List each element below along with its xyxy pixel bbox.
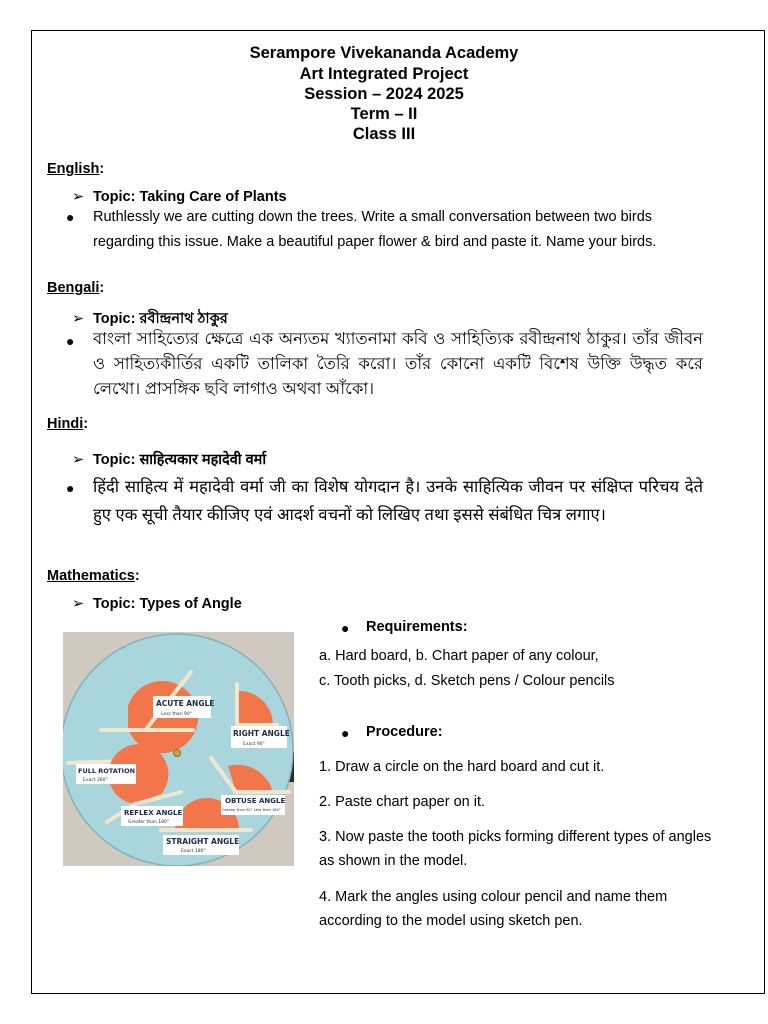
angle-model-illustration — [63, 632, 294, 866]
term: Term – II — [350, 105, 418, 123]
straight-sublabel: Exact 180° — [181, 849, 206, 854]
arrow-bullet-icon: ➢ — [72, 311, 85, 327]
english-topic — [72, 189, 287, 205]
angle-model-photo — [63, 632, 294, 866]
requirements-heading: Requirements: — [366, 619, 468, 635]
requirements-line-2: c. Tooth picks, d. Sketch pens / Colour pencils — [319, 673, 615, 689]
math-topic-label: Topic: Types of Angle — [93, 596, 242, 612]
english-text: Ruthlessly we are cutting down the trees. Write a small conversation between two birds regarding this issue. Make a beautiful paper flower & bird and paste it. Name your birds. — [93, 209, 657, 250]
school-name: Serampore Vivekananda Academy — [249, 44, 519, 62]
english-heading-row: English: — [47, 161, 105, 177]
full-rotation-sublabel: Exact 360° — [83, 778, 108, 783]
bengali-heading-row: Bengali: — [47, 280, 105, 296]
obtuse-sublabel: Greater than 90° Less than 180° — [222, 808, 281, 812]
hindi-text: हिंदी साहित्य में महादेवी वर्मा जी का विशेष योगदान है। उनके साहित्यिक जीवन पर संक्षिप्त परिचय देते हुए एक सूची तैयार कीजिए एवं आदर्श वचनों को लिखिए तथा इससे संबंधित चित्र लगाए। — [93, 478, 703, 524]
reflex-sublabel: Greater than 180° — [128, 820, 170, 825]
english-topic-label: Topic: Taking Care of Plants — [93, 189, 287, 205]
bengali-heading: Bengali — [47, 280, 100, 296]
procedure-heading: Procedure: — [366, 724, 443, 740]
requirements-line-1: a. Hard board, b. Chart paper of any colour, — [319, 648, 599, 664]
bullet-icon: ● — [341, 725, 350, 741]
math-heading: Mathematics — [47, 568, 135, 584]
hindi-heading-row: Hindi: — [47, 416, 89, 432]
project-title: Art Integrated Project — [299, 65, 469, 83]
math-topic — [72, 596, 242, 612]
hindi-heading: Hindi — [47, 416, 84, 432]
right-sublabel: Exact 90° — [243, 742, 265, 747]
arrow-bullet-icon: ➢ — [72, 189, 85, 205]
session: Session – 2024 2025 — [304, 85, 464, 103]
arrow-bullet-icon: ➢ — [72, 596, 85, 612]
arrow-bullet-icon: ➢ — [72, 452, 85, 468]
center-pin — [174, 750, 181, 757]
bengali-text: বাংলা সাহিত্যের ক্ষেত্রে এক অন্যতম খ্যাতনামা কবি ও সাহিত্যিক রবীন্দ্রনাথ ঠাকুর। তাঁর জীবন ও সাহিত্যকীর্তির একটি তালিকা তৈরি করো। তাঁর কোনো একটি বিশেষ উক্তি উদ্ধৃত করে লেখো। প্রাসঙ্গিক ছবি লাগাও অথবা আঁকো। — [93, 330, 703, 398]
bullet-icon: ● — [66, 333, 75, 349]
hindi-topic-label: Topic: साहित्यकार महादेवी वर्मा — [93, 452, 267, 468]
bullet-icon: ● — [66, 209, 75, 225]
reflex-label: REFLEX ANGLE — [124, 809, 183, 817]
bullet-icon: ● — [341, 620, 350, 636]
straight-label: STRAIGHT ANGLE — [166, 837, 240, 846]
obtuse-label: OBTUSE ANGLE — [225, 797, 286, 805]
procedure-step-3: 3. Now paste the tooth picks forming different types of angles as shown in the model. — [319, 829, 712, 869]
bullet-icon: ● — [66, 480, 75, 496]
english-heading: English — [47, 161, 100, 177]
acute-label: ACUTE ANGLE — [156, 699, 215, 708]
hindi-topic — [72, 449, 266, 469]
bengali-topic-label: Topic: রবীন্দ্রনাথ ঠাকুর — [93, 311, 228, 327]
right-label: RIGHT ANGLE — [233, 729, 290, 738]
procedure-step-1: 1. Draw a circle on the hard board and cut it. — [319, 759, 605, 775]
acute-sublabel: Less than 90° — [161, 712, 192, 717]
procedure-step-2: 2. Paste chart paper on it. — [319, 794, 486, 810]
class-label: Class III — [352, 125, 416, 143]
procedure-step-4: 4. Mark the angles using colour pencil and name them according to the model using sketch pen. — [319, 889, 668, 929]
math-heading-row: Mathematics: — [47, 568, 140, 584]
full-rotation-label: FULL ROTATION — [78, 767, 136, 775]
